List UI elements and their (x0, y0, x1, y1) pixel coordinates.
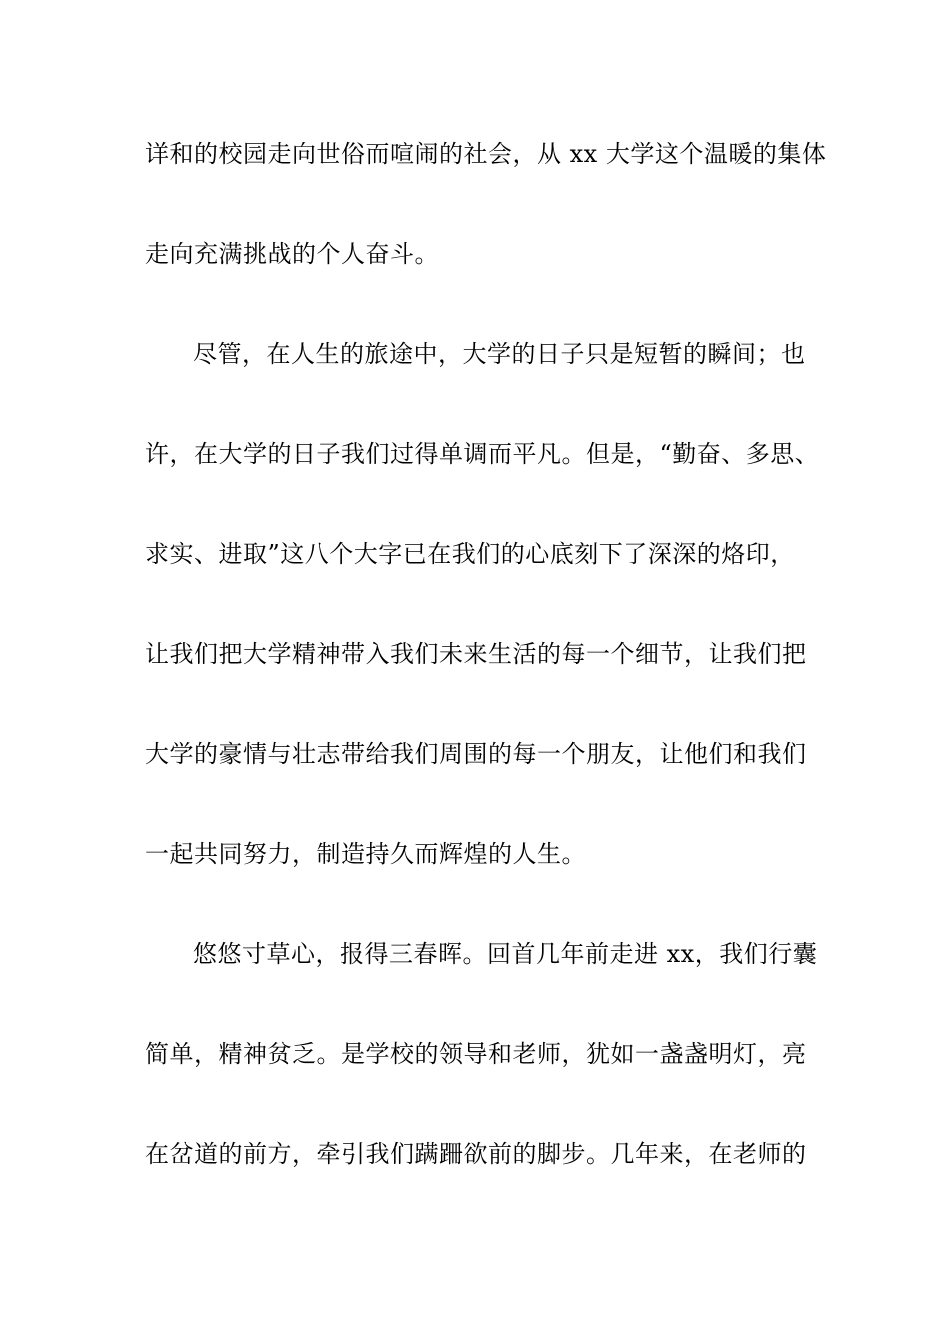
text-line-2: 走向充满挑战的个人奋斗。 (145, 240, 439, 268)
text-line-8: 一起共同努力，制造持久而辉煌的人生。 (145, 840, 586, 868)
text-line-6: 让我们把大学精神带入我们未来生活的每一个细节，让我们把 (145, 640, 807, 668)
text-line-11: 在岔道的前方，牵引我们蹒跚欲前的脚步。几年来，在老师的 (145, 1140, 807, 1168)
paragraph-start-line: 尽管，在人生的旅途中，大学的日子只是短暂的瞬间；也 (193, 340, 806, 368)
text-line-7: 大学的豪情与壮志带给我们周围的每一个朋友，让他们和我们 (145, 740, 807, 768)
text-line-10: 简单，精神贫乏。是学校的领导和老师，犹如一盏盏明灯，亮 (145, 1040, 807, 1068)
text-line-5: 求实、进取”这八个大字已在我们的心底刻下了深深的烙印， (145, 540, 795, 568)
text-line-1: 详和的校园走向世俗而喧闹的社会，从 xx 大学这个温暖的集体 (145, 140, 827, 168)
paragraph-start-line: 悠悠寸草心，报得三春晖。回首几年前走进 xx，我们行囊 (193, 940, 818, 968)
text-line-4: 许，在大学的日子我们过得单调而平凡。但是，“勤奋、多思、 (145, 440, 820, 468)
